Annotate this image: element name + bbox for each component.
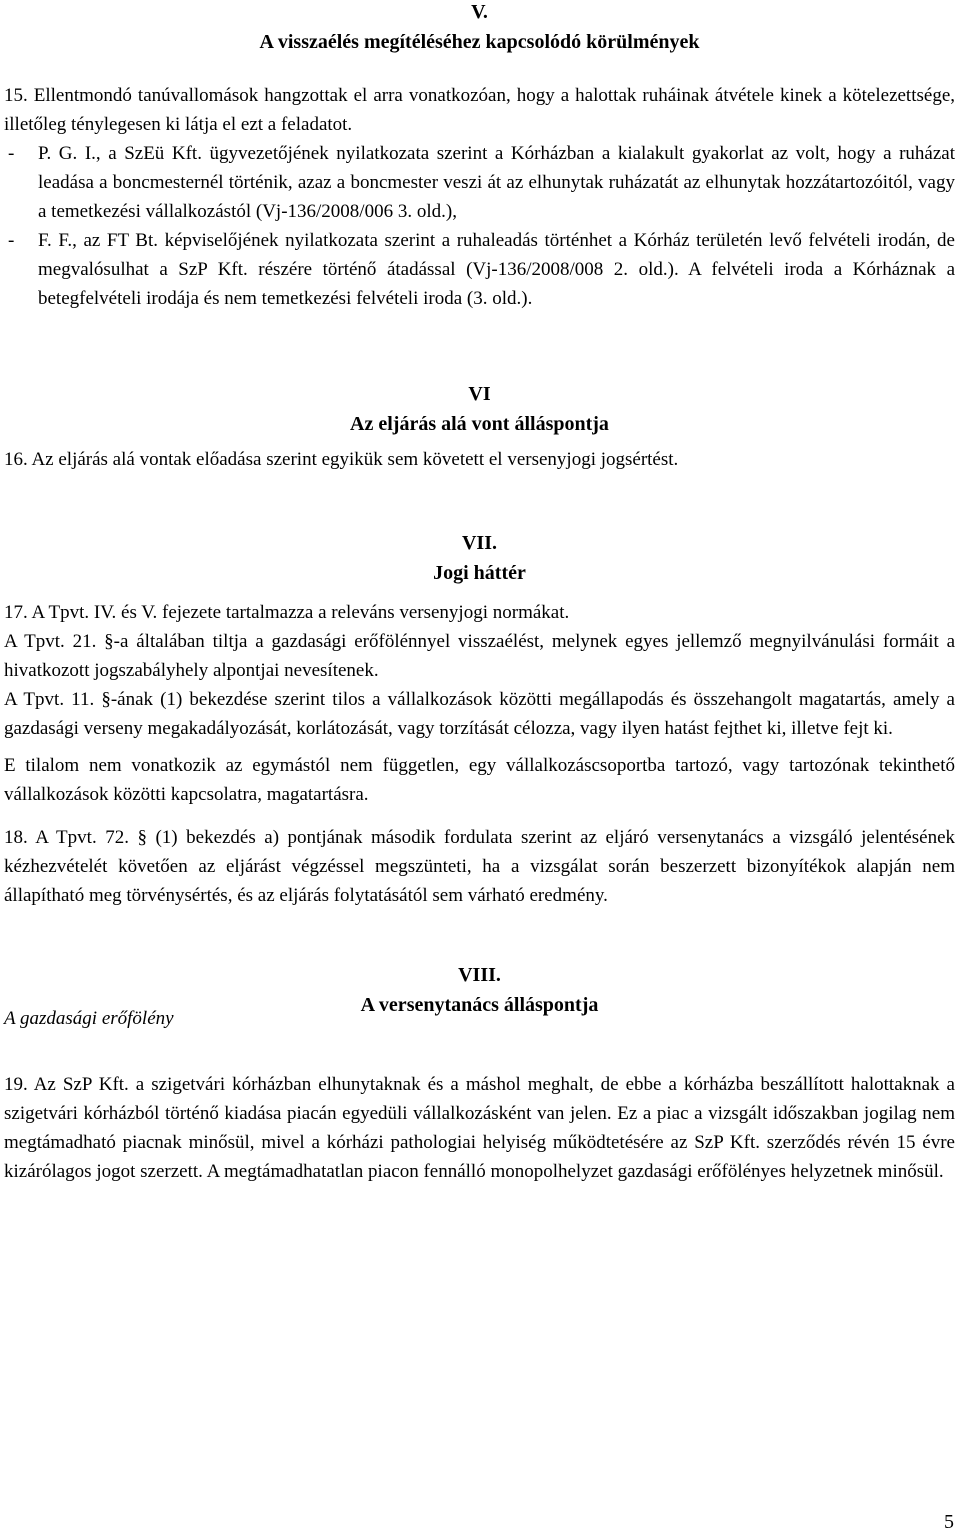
paragraph-19: 19. Az SzP Kft. a szigetvári kórházban elhunytaknak és a máshol meghalt, de ebbe a kórházba beszállított halottaknak a szigetvári kórházból történő kiadása piacán egyedüli vállalkozásként van jelen. Ez a piac a vizsgált időszakban jogilag nem megtámadható piacnak minősül, mivel a kórházi pathologiai helyiség működtetésére az SzP Kft. szerződés révén 15 évre kizárólagos jogot szerzett. A megtámadhatatlan piacon fennálló monopolhelyzet gazdasági erőfölényes helyzetnek minősül.: [4, 1074, 955, 1182]
section-number: VI: [468, 383, 491, 405]
list-item-text: F. F., az FT Bt. képviselőjének nyilatkozata szerint a ruhaleadás történhet a Kórház területén levő felvételi irodán, de megvalósulhat a SzP Kft. részére történő átadással (Vj-136/2008/008 2. old.). A felvételi iroda a Kórháznak a betegfelvételi irodája és nem temetkezési felvételi iroda (3. old.).: [38, 230, 955, 309]
paragraph-17: 17. A Tpvt. IV. és V. fejezete tartalmazza a releváns versenyjogi normákat.: [4, 602, 570, 623]
section-number: V.: [471, 1, 488, 23]
list-dash: -: [8, 143, 15, 164]
list-item-text: P. G. I., a SzEü Kft. ügyvezetőjének nyilatkozata szerint a Kórházban a kialakult gyakorlat az volt, hogy a ruházat leadása a boncmesternél történik, azaz a boncmester veszi át az elhunytak ruházatát az elhunytak hozzátartozóitól, vagy a temetkezési vállalkozástól (Vj-136/2008/006 3. old.),: [38, 143, 955, 222]
list-dash: -: [8, 230, 15, 251]
section-title: A versenytanács álláspontja: [360, 994, 599, 1016]
section-vii-heading: [4, 528, 955, 588]
section-title: Az eljárás alá vont álláspontja: [350, 413, 609, 435]
section-v-heading: [4, 0, 955, 57]
document-page: [4, 0, 955, 1186]
list-item: [4, 139, 955, 226]
section-viii-heading: [4, 960, 955, 1028]
section-number: VII.: [461, 532, 497, 554]
paragraph-15-intro: 15. Ellentmondó tanúvallomások hangzottak el arra vonatkozóan, hogy a halottak ruháinak átvétele kinek a kötelezettsége, illetőleg ténylegesen ki látja el ezt a feladatot.: [4, 85, 955, 135]
section-number: VIII.: [458, 964, 501, 986]
paragraph-17-tpvt-21: A Tpvt. 21. §-a általában tiltja a gazdasági erőfölénnyel visszaélést, melynek egyes jellemző megnyilvánulási formáit a hivatkozott jogszabályhely alpontjai nevesítenek.: [4, 631, 955, 681]
paragraph-18: 18. A Tpvt. 72. § (1) bekezdés a) pontjának második fordulata szerint az eljáró versenytanács a vizsgáló jelentésének kézhezvételét követően az eljárást végzéssel megszünteti, ha a vizsgálat során beszerzett bizonyítékok alapján nem állapítható meg törvénysértés, és az eljárás folytatásától sem várható eredmény.: [4, 827, 955, 906]
list-item: [4, 226, 955, 313]
paragraph-16: 16. Az eljárás alá vontak előadása szerint egyikük sem követett el versenyjogi jogsértést.: [4, 449, 679, 470]
page-number: 5: [944, 1511, 954, 1533]
section-vi-heading: [4, 379, 955, 439]
paragraph-17-exception: E tilalom nem vonatkozik az egymástól nem független, egy vállalkozáscsoportba tartozó, vagy tartozónak tekinthető vállalkozások közötti kapcsolatra, magatartásra.: [4, 755, 955, 805]
paragraph-17-tpvt-11: A Tpvt. 11. §-ának (1) bekezdése szerint tilos a vállalkozások közötti megállapodás és összehangolt magatartás, amely a gazdasági verseny megakadályozását, korlátozását, vagy torzítását célozza, vagy ilyen hatást fejthet ki, illetve fejt ki.: [4, 689, 955, 739]
subsection-label: A gazdasági erőfölény: [4, 1008, 174, 1029]
section-title: A visszaélés megítéléséhez kapcsolódó körülmények: [259, 31, 700, 53]
section-title: Jogi háttér: [433, 562, 526, 584]
